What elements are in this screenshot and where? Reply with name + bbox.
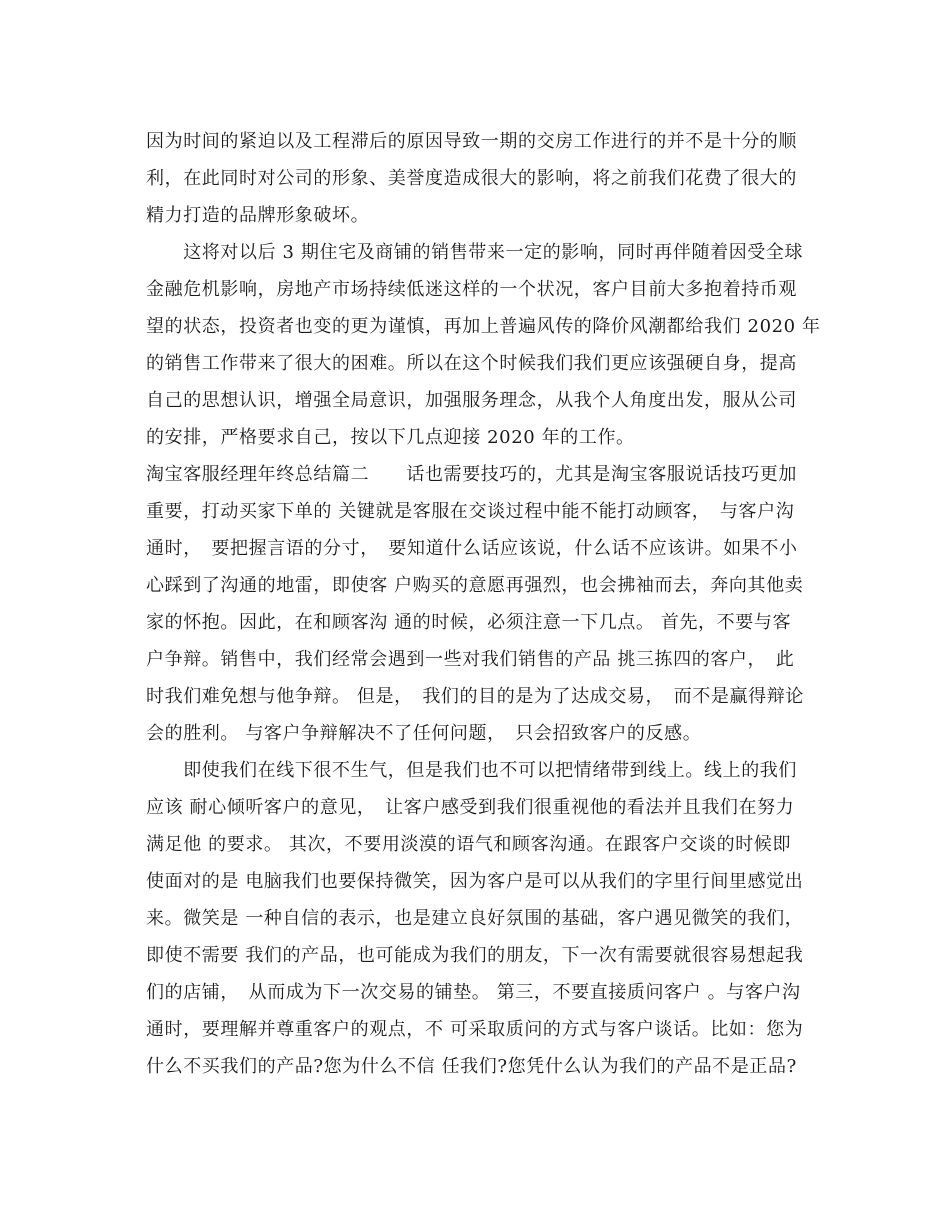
text-line: 这将对以后 3 期住宅及商铺的销售带来一定的影响，同时再伴随着因受全球: [146, 242, 804, 263]
text-line: 使面对的是 电脑我们也要保持微笑，因为客户是可以从我们的字里行间里感觉出: [146, 871, 804, 892]
text-line: 的安排，严格要求自己，按以下几点迎接 2020 年的工作。: [146, 427, 635, 448]
text-line: 利，在此同时对公司的形象、美誉度造成很大的影响，将之前我们花费了很大的: [146, 168, 797, 189]
text-line: 来。微笑是 一种自信的表示，也是建立良好氛围的基础，客户遇见微笑的我们，: [146, 908, 804, 929]
text-line: 重要，打动买家下单的 关键就是客服在交谈过程中能不能打动顾客， 与客户沟: [146, 501, 795, 522]
text-line: 什么不买我们的产品?您为什么不信 任我们?您凭什么认为我们的产品不是正品?: [146, 1056, 797, 1077]
text-line: 的销售工作带来了很大的困难。所以在这个时候我们我们更应该强硬自身，提高: [146, 353, 797, 374]
text-line: 通时， 要把握言语的分寸， 要知道什么话应该说，什么话不应该讲。如果不小: [146, 538, 798, 559]
text-line: 满足他 的要求。 其次，不要用淡漠的语气和顾客沟通。在跟客户交谈的时候即: [146, 834, 792, 855]
text-line: 心踩到了沟通的地雷，即使客 户购买的意愿再强烈，也会拂袖而去，奔向其他卖: [146, 575, 804, 596]
text-line: 自己的思想认识，增强全局意识，加强服务理念，从我个人角度出发，服从公司: [146, 390, 797, 411]
text-line: 会的胜利。 与客户争辩解决不了任何问题， 只会招致客户的反感。: [146, 723, 702, 744]
text-line: 户争辩。销售中，我们经常会遇到一些对我们销售的产品 挑三拣四的客户， 此: [146, 649, 795, 670]
text-line: 时我们难免想与他争辩。 但是， 我们的目的是为了达成交易， 而不是赢得辩论: [146, 686, 804, 707]
text-line: 家的怀抱。因此，在和顾客沟 通的时候，必须注意一下几点。 首先，不要与客: [146, 612, 792, 633]
text-line: 通时，要理解并尊重客户的观点，不 可采取质问的方式与客户谈话。比如：您为: [146, 1019, 804, 1040]
text-line: 即使我们在线下很不生气，但是我们也不可以把情绪带到线上。线上的我们: [146, 760, 797, 781]
text-line: 淘宝客服经理年终总结篇二 话也需要技巧的，尤其是淘宝客服说话技巧更加: [146, 464, 797, 485]
text-line: 即使不需要 我们的产品，也可能成为我们的朋友，下一次有需要就很容易想起我: [146, 945, 804, 966]
text-line: 们的店铺， 从而成为下一次交易的铺垫。 第三，不要直接质问客户 。与客户沟: [146, 982, 801, 1003]
text-line: 金融危机影响，房地产市场持续低迷这样的一个状况，客户目前大多抱着持币观: [146, 279, 797, 300]
text-line: 精力打造的品牌形象破坏。: [146, 205, 370, 226]
text-line: 因为时间的紧迫以及工程滞后的原因导致一期的交房工作进行的并不是十分的顺: [146, 131, 797, 152]
text-line: 应该 耐心倾听客户的意见， 让客户感受到我们很重视他的看法并且我们在努力: [146, 797, 795, 818]
text-line: 望的状态，投资者也变的更为谨慎，再加上普遍风传的降价风潮都给我们 2020 年: [146, 316, 821, 337]
